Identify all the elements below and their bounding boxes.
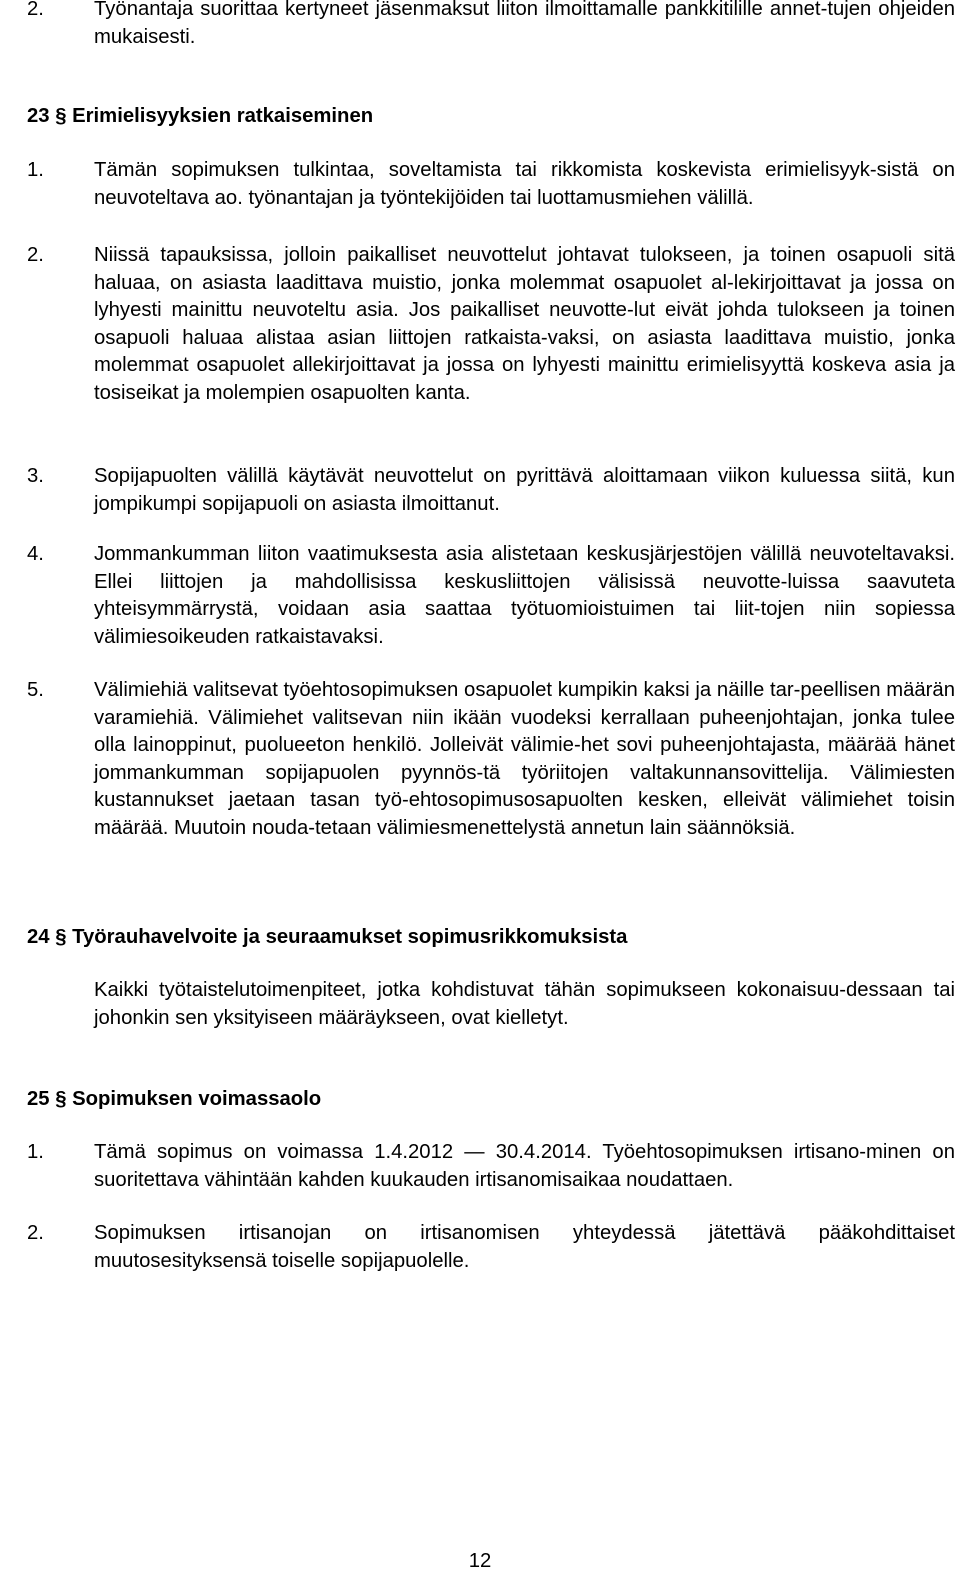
item-number: 2.: [27, 244, 44, 266]
section-heading-23: 23 § Erimielisyyksien ratkaiseminen: [27, 105, 374, 127]
item-text: Sopijapuolten välillä käytävät neuvottelut on pyrittävä aloittamaan viikon kuluessa siitä, kun jompikumpi sopijapuoli on asiasta ilmoittanut.: [94, 465, 955, 515]
item-number: 1.: [27, 1141, 44, 1163]
item-number: 3.: [27, 465, 44, 487]
item-text: Tämä sopimus on voimassa 1.4.2012 — 30.4.2014. Työehtosopimuksen irtisano-minen on suoritettava vähintään kahden kuukauden irtisanomisaikaa noudattaen.: [94, 1141, 955, 1191]
item-text: Sopimuksen irtisanojan on irtisanomisen yhteydessä jätettävä pääkohdittaiset muutosesityksensä toiselle sopijapuolelle.: [94, 1222, 955, 1272]
list-item: [27, 0, 955, 51]
item-number: 1.: [27, 159, 44, 181]
item-text: Tämän sopimuksen tulkintaa, soveltamista tai rikkomista koskevista erimielisyyk-sistä on neuvoteltava ao. työnantajan ja työntekijöiden tai luottamusmiehen välillä.: [94, 159, 955, 209]
list-item: [27, 1139, 955, 1194]
item-number: 2.: [27, 1222, 44, 1244]
item-text: Niissä tapauksissa, jolloin paikalliset neuvottelut johtavat tulokseen, ja toinen osapuoli sitä haluaa, on asiasta laadittava muistio, jonka molemmat osapuolet al-lekirjoittavat ja jossa on lyhyesti mainittu neuvoteltu asia. Jos paikalliset neuvotte-lut eivät johda tulokseen ja toinen osapuoli haluaa alistaa asian liittojen ratkaista-vaksi, on asiasta laadittava muistio, jonka molemmat osapuolet allekirjoittavat ja jossa on lyhyesti mainittu erimielisyyttä koskeva asia ja tosiseikat ja molempien osapuolten kanta.: [94, 244, 955, 404]
item-text: Työnantaja suorittaa kertyneet jäsenmaksut liiton ilmoittamalle pankkitilille annet-tujen ohjeiden mukaisesti.: [94, 0, 955, 48]
item-number: 5.: [27, 679, 44, 701]
list-item: [27, 242, 955, 408]
section-heading-24: 24 § Työrauhavelvoite ja seuraamukset sopimusrikkomuksista: [27, 926, 628, 948]
section-heading-25: 25 § Sopimuksen voimassaolo: [27, 1088, 322, 1110]
page-number: 12: [468, 1550, 492, 1572]
item-text: Jommankumman liiton vaatimuksesta asia alistetaan keskusjärjestöjen välillä neuvoteltavaksi. Ellei liittojen ja mahdollisissa keskusliittojen välisissä neuvotte-luissa saavuteta yhteisymmärrystä, voidaan asia saattaa työtuomioistuimen tai liit-tojen niin sopiessa välimiesoikeuden ratkaistavaksi.: [94, 543, 955, 648]
item-number: 2.: [27, 0, 44, 20]
paragraph: Kaikki työtaistelutoimenpiteet, jotka kohdistuvat tähän sopimukseen kokonaisuu-dessaan tai johonkin sen yksityiseen määräykseen, ovat kielletyt.: [94, 979, 955, 1029]
list-item: [27, 677, 955, 843]
list-item: [27, 1220, 955, 1275]
list-item: [27, 157, 955, 212]
list-item: [27, 541, 955, 651]
item-number: 4.: [27, 543, 44, 565]
item-text: Välimiehiä valitsevat työehtosopimuksen osapuolet kumpikin kaksi ja näille tar-peellisen määrän varamiehiä. Välimiehet valitsevan niin ikään vuodeksi kerrallaan puheenjohtajan, jonka tulee olla lainoppinut, puolueeton henkilö. Jolleivät välimie-het sovi puheenjohtajasta, määrää hänet jommankumman sopijapuolen pyynnös-tä työriitojen valtakunnansovittelija. Välimiesten kustannukset jaetaan tasan työ-ehtosopimusosapuolten kesken, elleivät välimiehet toisin määrää. Muutoin nouda-tetaan välimiesmenettelystä annetun lain säännöksiä.: [94, 679, 955, 839]
list-item: [27, 463, 955, 518]
